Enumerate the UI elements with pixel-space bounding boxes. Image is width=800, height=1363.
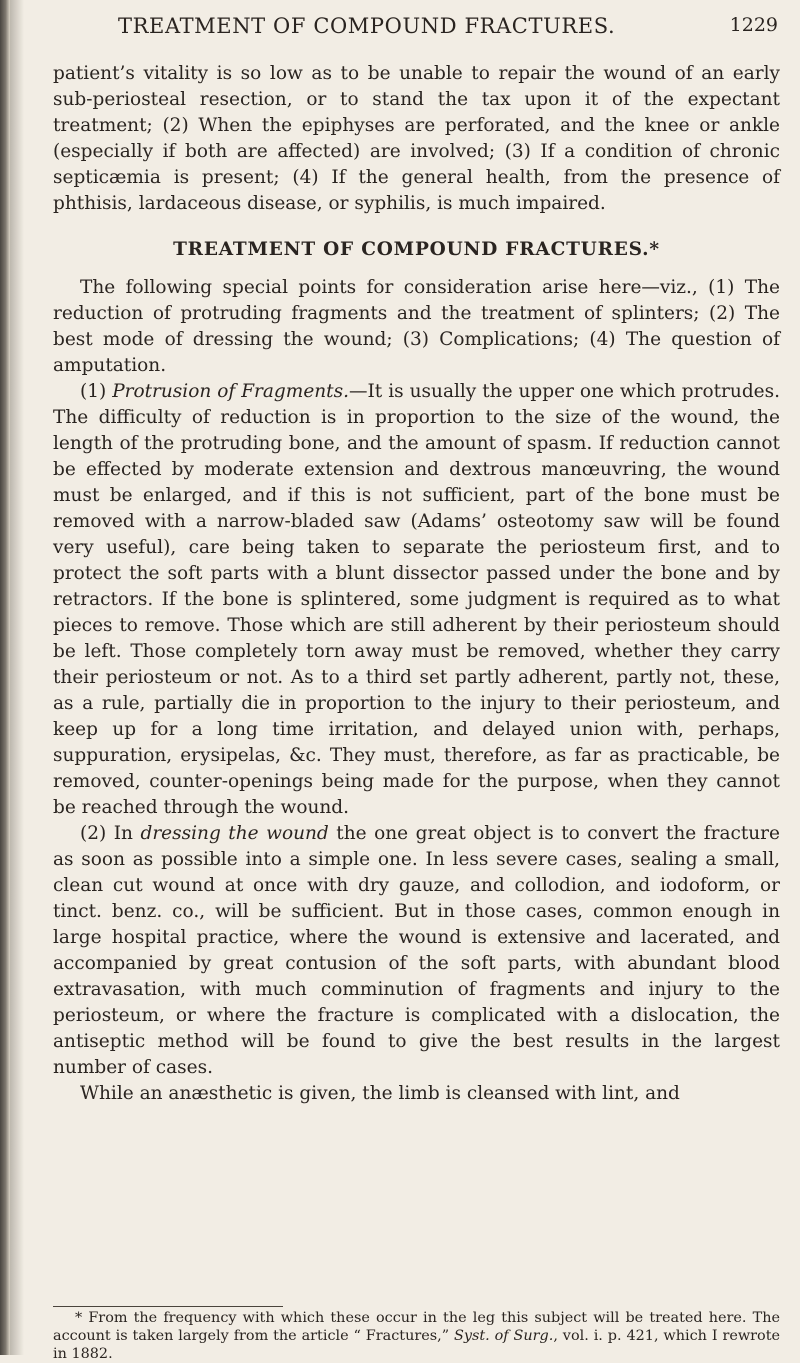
protrusion-paragraph xyxy=(53,379,780,821)
page-number: 1229 xyxy=(729,14,778,36)
section-heading: TREATMENT OF COMPOUND FRACTURES.* xyxy=(173,239,660,260)
footnote-citation: Syst. of Surg. xyxy=(453,1328,554,1344)
dressing-number: (2) In xyxy=(80,823,141,844)
protrusion-number: (1) xyxy=(80,381,113,402)
running-title: TREATMENT OF COMPOUND FRACTURES. xyxy=(118,14,616,38)
intro-paragraph: patient’s vitality is so low as to be unable to repair the wound of an early sub-periosteal resection, or to stand the tax upon it of the expectant treatment; (2) When the epiphyses are perforated, and the knee or ankle (especially if both are affected) are involved; (3) If a condition of chronic septicæmia is present; (4) If the general health, from the presence of phthisis, lardaceous disease, or syphilis, is much impaired. xyxy=(53,63,780,214)
anaesthetic-paragraph: While an anæsthetic is given, the limb is cleansed with lint, and xyxy=(80,1083,680,1104)
body-text xyxy=(53,61,780,1107)
footnote-text-before: * From the frequency with which these occur in the leg this subject will be treated here. The account is taken largely from the article “ Fractures,” xyxy=(53,1310,780,1344)
dressing-text: the one great object is to convert the fracture as soon as possible into a simple one. In less severe cases, sealing a small, clean cut wound at once with dry gauze, and collodion, and iodoform, or tinct. benz. co., will be sufficient. But in those cases, common enough in large hospital practice, where the wound is extensive and lacerated, and accompanied by great contusion of the soft parts, with abundant blood extravasation, with much comminution of fragments and injury to the periosteum, or where the fracture is complicated with a dislocation, the antiseptic method will be found to give the best results in the largest number of cases. xyxy=(53,823,780,1078)
lead-paragraph: The following special points for consideration arise here—viz., (1) The reduction of protruding fragments and the treatment of splinters; (2) The best mode of dressing the wound; (3) Complications; (4) The question of amputation. xyxy=(53,277,780,376)
protrusion-subheading: Protrusion of Fragments. xyxy=(112,381,349,402)
footnote-text-after: , vol. i. p. 421, which I rewrote in 1882. xyxy=(53,1328,781,1362)
dressing-paragraph xyxy=(53,821,780,1081)
protrusion-text: —It is usually the upper one which protrudes. The difficulty of reduction is in proportion to the size of the wound, the length of the protruding bone, and the amount of spasm. If reduction cannot be effected by moderate extension and dextrous manœuvring, the wound must be enlarged, and if this is not sufficient, part of the bone must be removed with a narrow-bladed saw (Adams’ osteotomy saw will be found very useful), care being taken to separate the periosteum first, and to protect the soft parts with a blunt dissector passed under the bone and by retractors. If the bone is splintered, some judgment is required as to what pieces to remove. Those which are still adherent by their periosteum should be left. Those completely torn away must be removed, whether they carry their periosteum or not. As to a third set partly adherent, partly not, these, as a rule, partially die in proportion to the injury to their periosteum, and keep up for a long time irritation, and delayed union with, perhaps, suppuration, erysipelas, &c. They must, therefore, as far as practicable, be removed, counter-openings being made for the purpose, when they cannot be reached through the wound. xyxy=(53,381,780,818)
running-head xyxy=(118,14,778,44)
dressing-subheading: dressing the wound xyxy=(140,823,329,844)
